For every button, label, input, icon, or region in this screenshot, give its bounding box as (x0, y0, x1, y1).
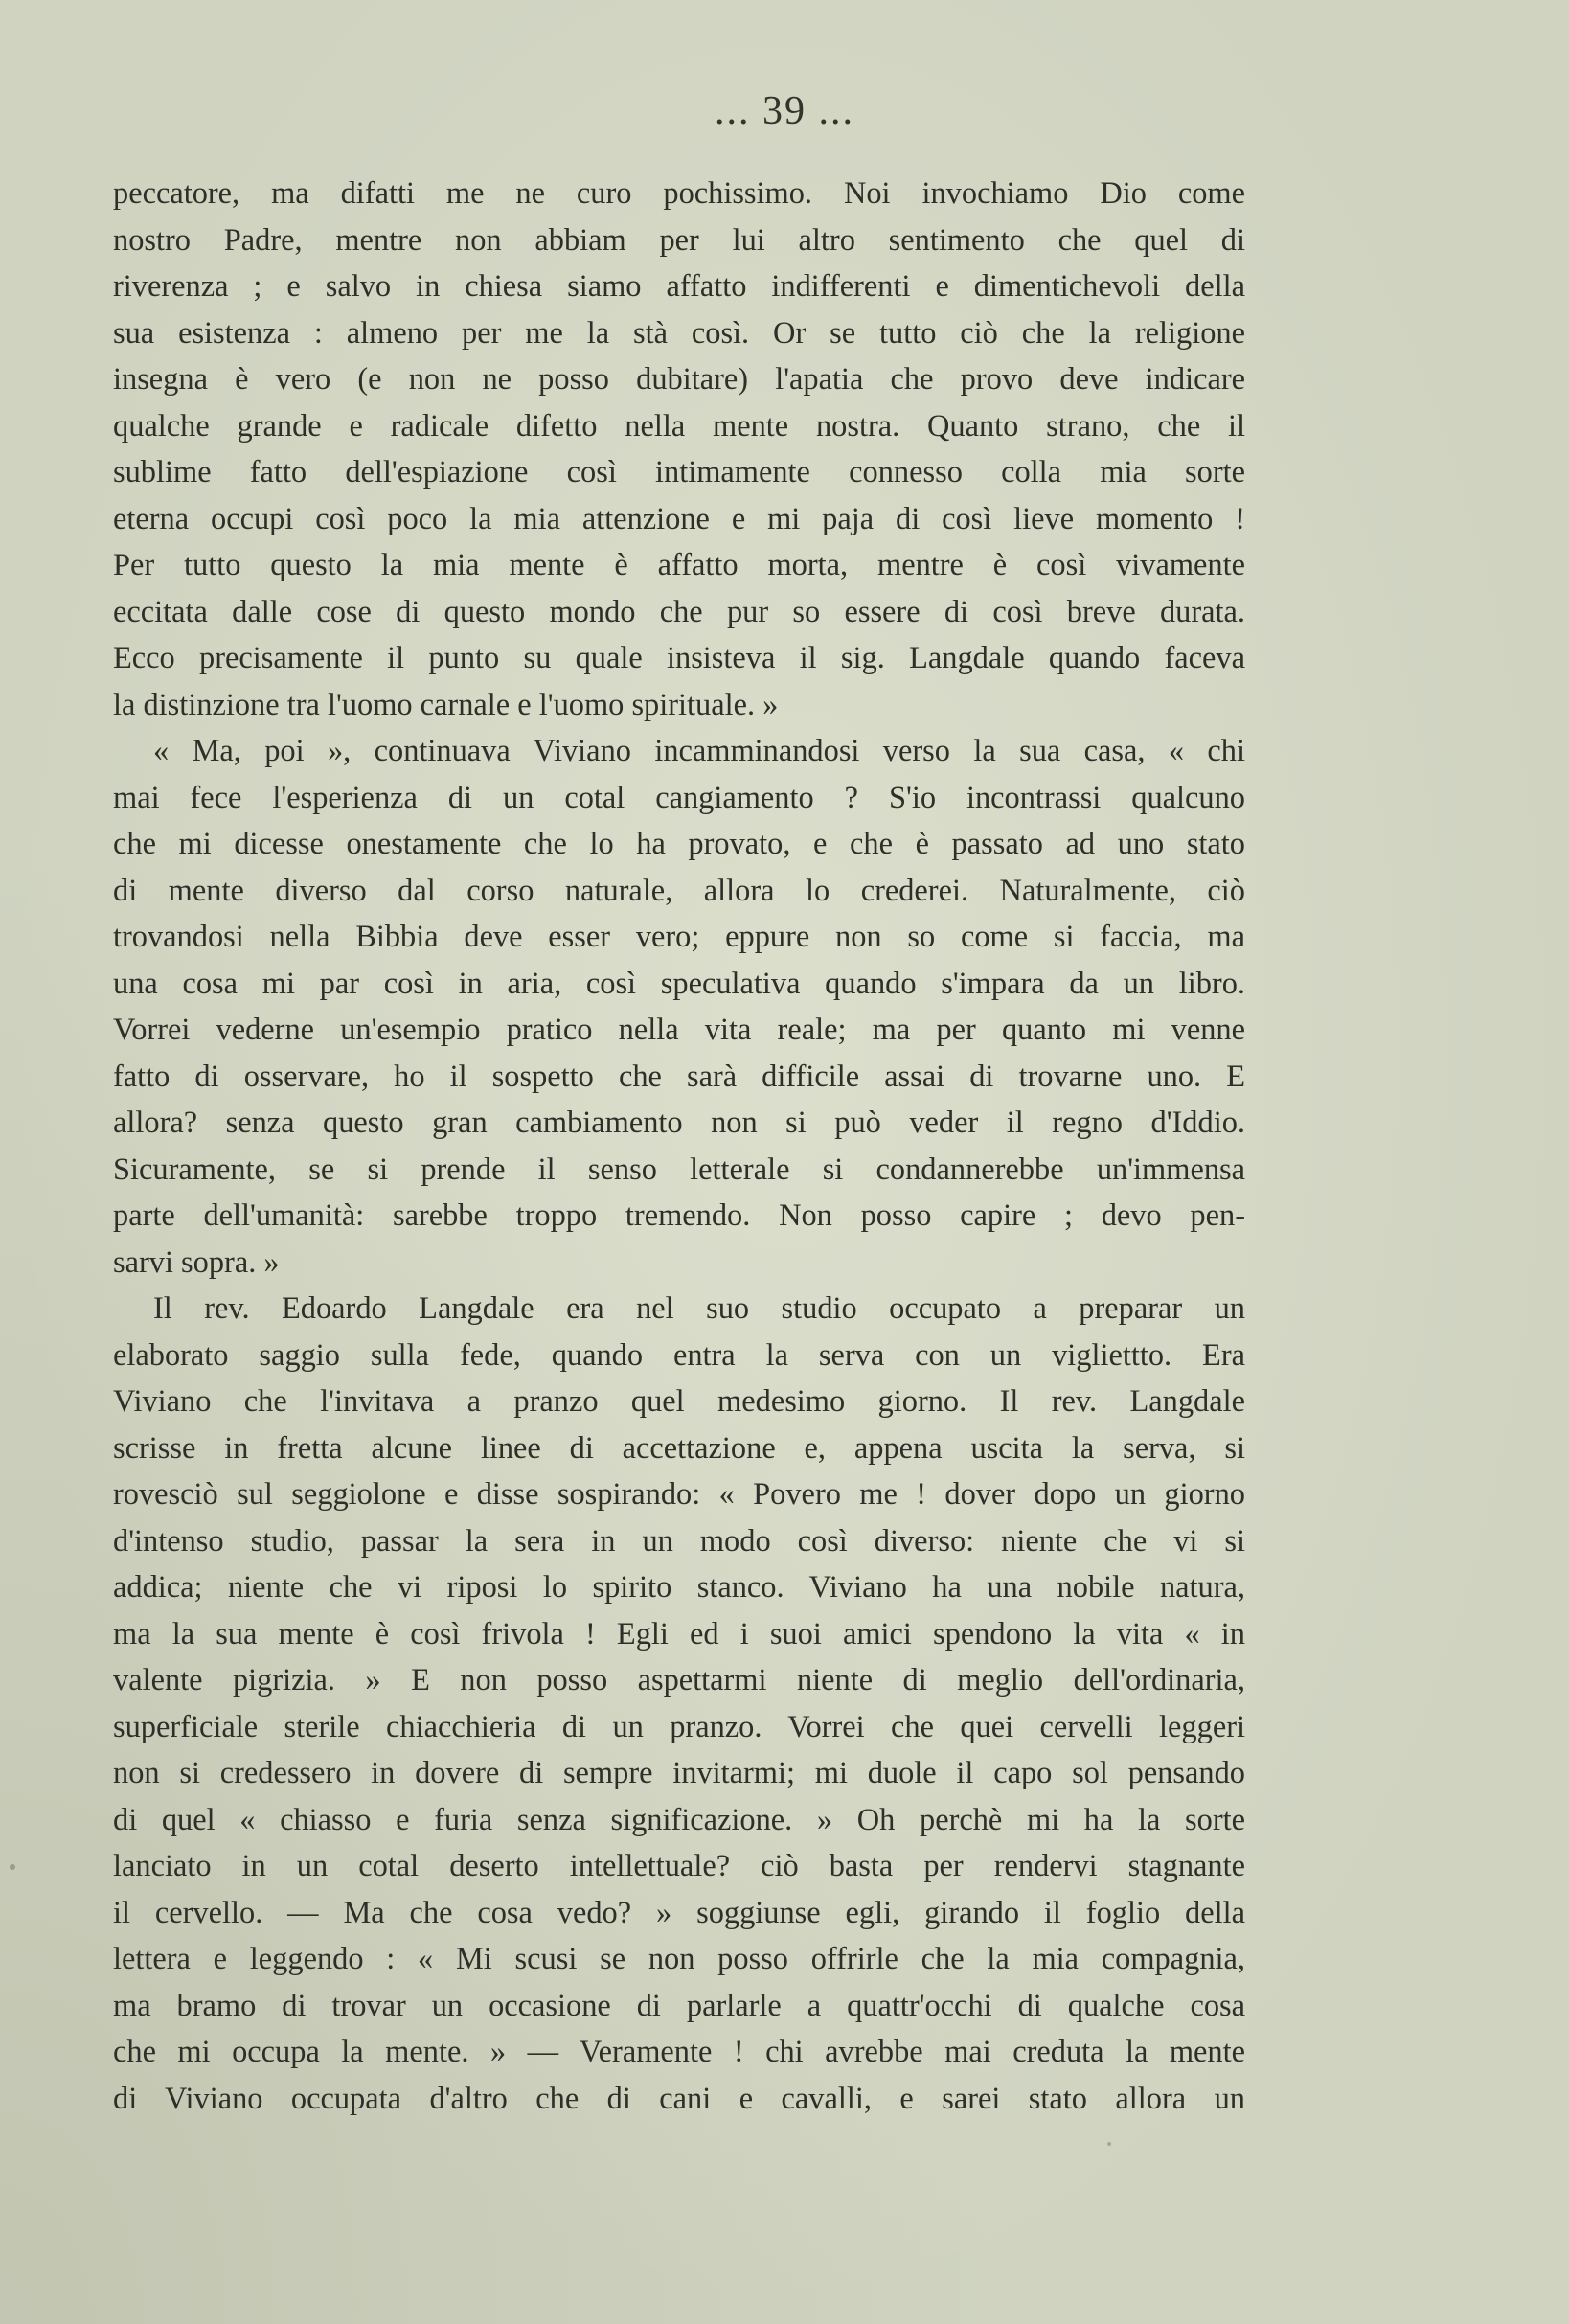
text-line: scrisse in fretta alcune linee di accettazione e, appena uscita la serva, si (113, 1430, 1245, 1466)
margin-ink-dot (10, 1864, 15, 1870)
text-line: di mente diverso dal corso naturale, allora lo crederei. Naturalmente, ciò (113, 873, 1245, 908)
text-line: Viviano che l'invitava a pranzo quel medesimo giorno. Il rev. Langdale (113, 1384, 1245, 1419)
text-line: che mi dicesse onestamente che lo ha provato, e che è passato ad uno stato (113, 827, 1245, 861)
text-line: fatto di osservare, ho il sospetto che sarà difficile assai di trovarne uno. E (113, 1059, 1245, 1094)
text-line: nostro Padre, mentre non abbiam per lui altro sentimento che quel di (113, 222, 1245, 258)
text-line: eccitata dalle cose di questo mondo che pur so essere di così breve durata. (113, 594, 1245, 629)
body-text (113, 171, 1245, 2122)
text-line: Sicuramente, se si prende il senso letterale si condannerebbe un'immensa (113, 1151, 1245, 1187)
text-line: Per tutto questo la mia mente è affatto morta, mentre è così vivamente (113, 548, 1245, 582)
text-line: allora? senza questo gran cambiamento non si può veder il regno d'Iddio. (113, 1105, 1245, 1140)
text-line: ma bramo di trovar un occasione di parlarle a quattr'occhi di qualche cosa (113, 1988, 1245, 2023)
text-line: che mi occupa la mente. » — Veramente ! chi avrebbe mai creduta la mente (113, 2035, 1245, 2069)
text-line: addica; niente che vi riposi lo spirito stanco. Viviano ha una nobile natura, (113, 1570, 1245, 1605)
text-line: Ecco precisamente il punto su quale insisteva il sig. Langdale quando faceva (113, 641, 1245, 675)
text-line: mai fece l'esperienza di un cotal cangiamento ? S'io incontrassi qualcuno (113, 780, 1245, 815)
text-line: trovandosi nella Bibbia deve esser vero; eppure non so come si faccia, ma (113, 920, 1245, 954)
text-line: di Viviano occupata d'altro che di cani e cavalli, e sarei stato allora un (113, 2081, 1245, 2116)
text-line: di quel « chiasso e furia senza significazione. » Oh perchè mi ha la sorte (113, 1802, 1245, 1837)
text-line: Vorrei vederne un'esempio pratico nella vita reale; ma per quanto mi venne (113, 1013, 1245, 1047)
text-line: parte dell'umanità: sarebbe troppo tremendo. Non posso capire ; devo pen- (113, 1198, 1245, 1233)
text-line: « Ma, poi », continuava Viviano incamminandosi verso la sua casa, « chi (153, 734, 1245, 768)
text-line: eterna occupi così poco la mia attenzione e mi paja di così lieve momento ! (113, 501, 1245, 536)
text-line: non si credessero in dovere di sempre invitarmi; mi duole il capo sol pensando (113, 1756, 1245, 1790)
text-line: d'intenso studio, passar la sera in un modo così diverso: niente che vi si (113, 1523, 1245, 1559)
text-line: peccatore, ma difatti me ne curo pochissimo. Noi invochiamo Dio come (113, 176, 1245, 211)
paper-speck (1107, 2142, 1111, 2146)
text-line: sua esistenza : almeno per me la stà così. Or se tutto ciò che la religione (113, 315, 1245, 351)
text-line: rovesciò sul seggiolone e disse sospirando: « Povero me ! dover dopo un giorno (113, 1477, 1245, 1512)
text-line: ma la sua mente è così frivola ! Egli ed i suoi amici spendono la vita « in (113, 1616, 1245, 1652)
text-line: qualche grande e radicale difetto nella mente nostra. Quanto strano, che il (113, 408, 1245, 444)
text-line: superficiale sterile chiacchieria di un pranzo. Vorrei che quei cervelli leggeri (113, 1709, 1245, 1744)
page-number: ... 39 ... (715, 89, 854, 133)
text-line: lanciato in un cotal deserto intellettuale? ciò basta per rendervi stagnante (113, 1849, 1245, 1883)
text-line: il cervello. — Ma che cosa vedo? » soggiunse egli, girando il foglio della (113, 1895, 1245, 1930)
text-line: una cosa mi par così in aria, così speculativa quando s'impara da un libro. (113, 966, 1245, 1001)
text-line: riverenza ; e salvo in chiesa siamo affatto indifferenti e dimentichevoli della (113, 269, 1245, 304)
text-line: valente pigrizia. » E non posso aspettarmi niente di meglio dell'ordinaria, (113, 1663, 1245, 1697)
text-line: la distinzione tra l'uomo carnale e l'uomo spirituale. » (113, 687, 779, 722)
text-line: insegna è vero (e non ne posso dubitare) l'apatia che provo deve indicare (113, 362, 1245, 397)
text-line: Il rev. Edoardo Langdale era nel suo studio occupato a preparar un (153, 1291, 1245, 1326)
text-line: sublime fatto dell'espiazione così intimamente connesso colla mia sorte (113, 455, 1245, 490)
text-line: lettera e leggendo : « Mi scusi se non posso offrirle che la mia compagnia, (113, 1942, 1245, 1976)
text-line: sarvi sopra. » (113, 1244, 280, 1280)
text-line: elaborato saggio sulla fede, quando entra la serva con un vigliettto. Era (113, 1337, 1245, 1373)
